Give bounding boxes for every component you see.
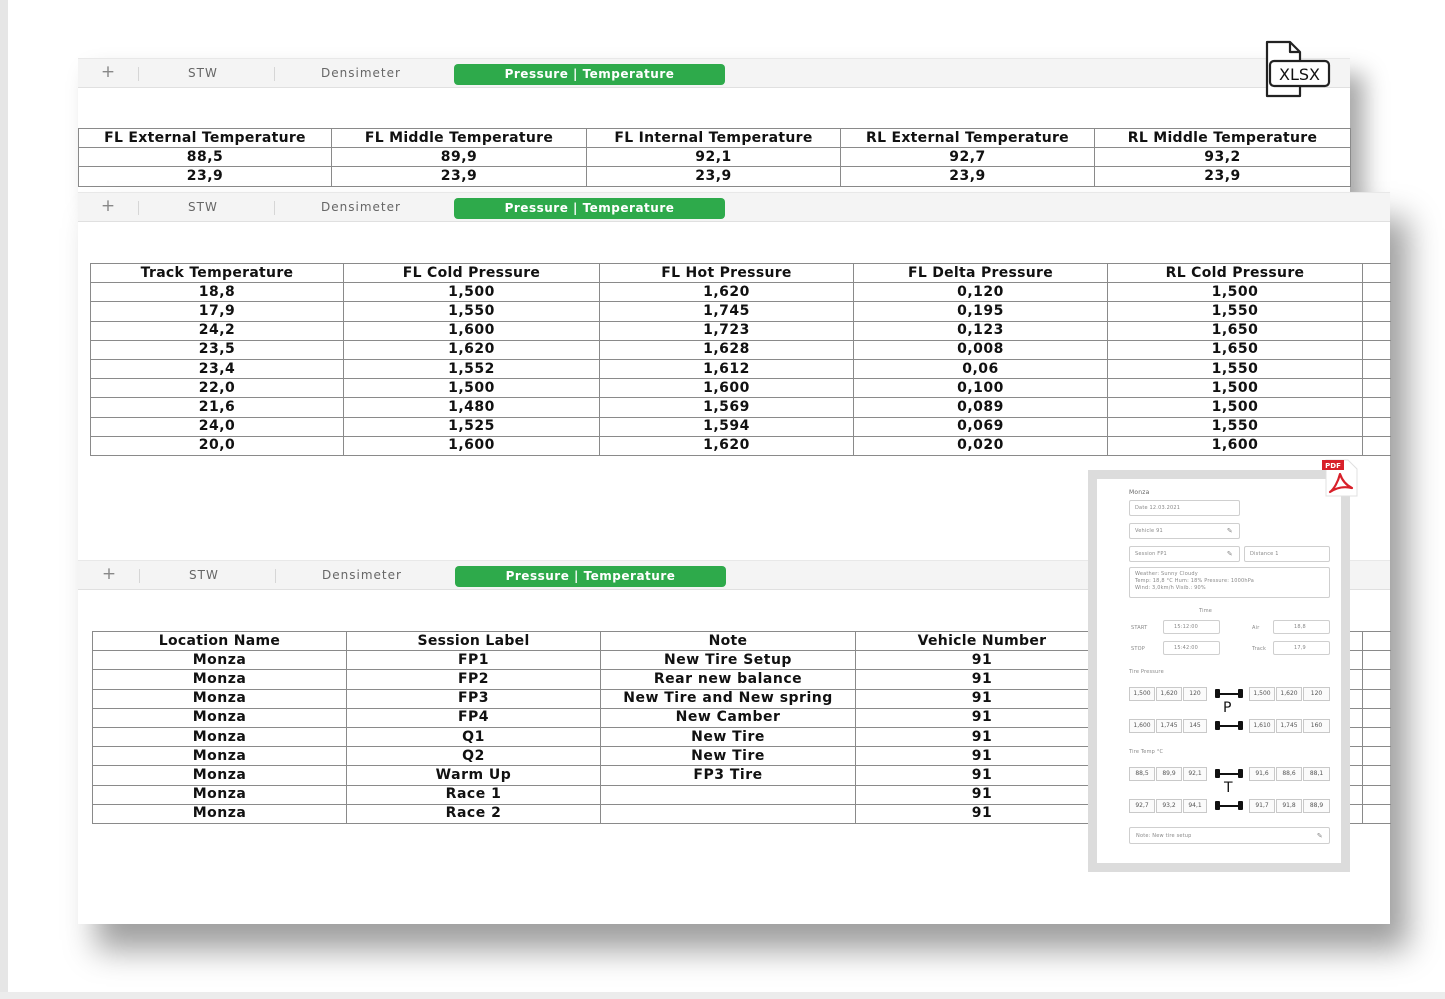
pdf-session: Session FP1 [1135,551,1167,557]
empty-cell[interactable] [1363,436,1391,455]
pdf-pressure-cell: 1,600 [1129,719,1155,733]
table-cell[interactable]: 1,550 [1108,359,1363,378]
wheel-icon [1238,769,1243,778]
empty-cell[interactable] [1363,689,1391,708]
table-cell[interactable]: Q2 [347,747,601,766]
table-cell[interactable]: Monza [93,747,347,766]
table-cell[interactable]: 1,552 [344,359,600,378]
table-cell[interactable]: 23,9 [332,167,587,186]
tab-pressure-temperature[interactable]: Pressure | Temperature [454,64,725,85]
tab-pressure-temperature[interactable]: Pressure | Temperature [455,566,726,587]
pdf-start-value: 15:12:00 [1174,624,1199,630]
wheel-icon [1238,721,1243,730]
pdf-conditions-line: Wind: 3,0km/h Visib.: 90% [1135,585,1206,591]
tab-divider [274,67,275,81]
table-cell[interactable]: Monza [93,766,347,785]
table-cell[interactable]: 22,0 [91,379,344,398]
table-row [91,340,1391,359]
table-cell[interactable] [601,785,856,804]
table-cell[interactable]: 1,550 [1108,417,1363,436]
table-cell[interactable]: 1,600 [344,321,600,340]
table-cell[interactable]: 1,650 [1108,340,1363,359]
table-row [91,379,1391,398]
add-sheet-button[interactable]: + [100,196,116,216]
pdf-comment-field [1129,827,1330,844]
table-cell[interactable]: 88,5 [79,148,332,167]
column-header[interactable]: FL Hot Pressure [600,264,854,283]
add-sheet-button[interactable]: + [101,564,117,584]
pdf-pressure-cell: 1,500 [1129,687,1155,701]
empty-cell[interactable] [1363,785,1391,804]
table-cell[interactable] [601,804,856,823]
empty-cell[interactable] [1363,417,1391,436]
column-header[interactable]: FL Cold Pressure [344,264,600,283]
column-header[interactable]: RL External Temperature [841,129,1095,148]
table-cell[interactable]: 1,480 [344,398,600,417]
table-cell[interactable]: Rear new balance [601,670,856,689]
empty-cell[interactable] [1363,708,1391,727]
table-cell[interactable]: 0,120 [854,283,1108,302]
tab-divider [138,67,139,81]
column-header[interactable]: Track Temperature [91,264,344,283]
left-edge-bar [0,0,8,999]
spreadsheet-window-back [78,58,1350,196]
table-cell[interactable]: 91 [856,689,1109,708]
pdf-temp-cell: 91,6 [1249,767,1275,781]
pdf-page [1097,479,1341,863]
pdf-stop-value: 15:42:00 [1174,645,1199,651]
pdf-temp-cell: 92,7 [1129,799,1155,813]
tab-stw[interactable]: STW [189,568,219,582]
column-header[interactable]: FL Delta Pressure [854,264,1108,283]
tab-divider [138,201,139,215]
table-cell[interactable]: Q1 [347,727,601,746]
sheet-tab-bar [78,192,1390,222]
pdf-pressure-cell: 1,610 [1249,719,1275,733]
empty-cell[interactable] [1363,804,1391,823]
table-cell[interactable]: Warm Up [347,766,601,785]
empty-cell[interactable] [1363,283,1391,302]
column-header[interactable]: RL Cold Pressure [1108,264,1363,283]
empty-cell[interactable] [1363,340,1391,359]
table-cell[interactable]: 91 [856,747,1109,766]
pdf-comment: Note: New tire setup [1136,833,1192,839]
pdf-air-label: Air [1252,625,1260,631]
pdf-conditions-line: Weather: Sunny Cloudy [1135,571,1198,577]
pdf-stop-label: STOP [1131,646,1145,652]
table-cell[interactable]: 20,0 [91,436,344,455]
wheel-icon [1215,801,1220,810]
temperature-table [78,128,1351,187]
pdf-track-field [1273,641,1330,655]
empty-cell[interactable] [1363,359,1391,378]
table-cell[interactable]: 18,8 [91,283,344,302]
table-cell[interactable]: 1,500 [1108,283,1363,302]
table-row [91,359,1391,378]
pdf-date-field [1129,500,1240,516]
pdf-temp-cell: 88,5 [1129,767,1155,781]
table-cell[interactable]: 1,525 [344,417,600,436]
table-cell[interactable]: New Camber [601,708,856,727]
empty-cell[interactable] [1363,302,1391,321]
pdf-temp-cell: 88,1 [1303,767,1330,781]
table-cell[interactable]: 1,600 [1108,436,1363,455]
empty-column-header[interactable] [1363,264,1391,283]
table-cell[interactable]: Race 1 [347,785,601,804]
pdf-track-value: 17,9 [1294,645,1306,651]
table-cell[interactable]: 1,550 [1108,302,1363,321]
table-cell[interactable]: 89,9 [332,148,587,167]
table-cell[interactable]: 17,9 [91,302,344,321]
table-cell[interactable]: 1,500 [344,379,600,398]
table-cell[interactable]: 91 [856,651,1109,670]
table-cell[interactable]: FP3 Tire [601,766,856,785]
empty-cell[interactable] [1363,651,1391,670]
table-cell[interactable]: 91 [856,804,1109,823]
table-cell[interactable]: New Tire and New spring [601,689,856,708]
tab-stw[interactable]: STW [188,200,218,214]
pdf-date: Date 12.03.2021 [1135,505,1181,511]
table-cell[interactable]: 93,2 [1095,148,1351,167]
wheel-icon [1238,689,1243,698]
pdf-temp-cell: 88,9 [1303,799,1330,813]
table-cell[interactable]: 1,612 [600,359,854,378]
pressure-table [90,263,1391,456]
pdf-pressure-cell: 120 [1183,687,1207,701]
column-header[interactable]: Session Label [347,632,601,651]
pdf-temp-cell: 89,9 [1156,767,1182,781]
wheel-icon [1238,801,1243,810]
pdf-session-field [1129,546,1240,562]
pdf-vehicle: Vehicle 91 [1135,528,1163,534]
edit-icon: ✎ [1226,527,1233,535]
column-header[interactable]: RL Middle Temperature [1095,129,1351,148]
empty-column-header[interactable] [1363,632,1391,651]
tab-pressure-temperature[interactable]: Pressure | Temperature [454,198,725,219]
empty-cell[interactable] [1363,727,1391,746]
pdf-pressure-cell: 1,620 [1156,687,1182,701]
pdf-temp-cell: 88,6 [1276,767,1302,781]
table-cell[interactable]: 0,195 [854,302,1108,321]
tab-divider [139,569,140,583]
column-header[interactable]: FL External Temperature [79,129,332,148]
pdf-pressure-cell: 160 [1303,719,1330,733]
wheel-icon [1215,721,1220,730]
pdf-temp-cell: 93,2 [1156,799,1182,813]
pdf-temp-cell: 91,7 [1249,799,1275,813]
table-cell[interactable]: 23,9 [79,167,332,186]
empty-cell[interactable] [1363,398,1391,417]
table-cell[interactable]: New Tire [601,747,856,766]
pdf-stop-field [1163,641,1220,655]
table-cell[interactable]: Monza [93,785,347,804]
pdf-temp-title: Tire Temp °C [1129,749,1164,755]
wheel-icon [1215,689,1220,698]
pdf-temp-cell: 91,8 [1276,799,1302,813]
tab-divider [274,201,275,215]
table-cell[interactable]: Monza [93,804,347,823]
pdf-air-value: 18,8 [1294,624,1306,630]
table-cell[interactable]: 24,0 [91,417,344,436]
table-cell[interactable]: FP2 [347,670,601,689]
table-cell[interactable]: 0,06 [854,359,1108,378]
table-row [91,436,1391,455]
table-row [79,148,1351,167]
tab-densimeter[interactable]: Densimeter [322,568,402,582]
pressure-letter: P [1223,700,1232,716]
table-cell[interactable]: FP1 [347,651,601,670]
pdf-vehicle-field [1129,523,1240,539]
column-header[interactable]: FL Middle Temperature [332,129,587,148]
table-cell[interactable]: Race 2 [347,804,601,823]
table-cell[interactable]: 23,4 [91,359,344,378]
table-cell[interactable]: 1,628 [600,340,854,359]
table-cell[interactable]: 0,123 [854,321,1108,340]
table-cell[interactable]: 91 [856,727,1109,746]
pdf-distance-field [1244,546,1330,562]
table-cell[interactable]: 1,594 [600,417,854,436]
table-header-row [79,129,1351,148]
table-row [91,321,1391,340]
table-cell[interactable]: 0,089 [854,398,1108,417]
table-cell[interactable]: 23,5 [91,340,344,359]
column-header[interactable]: FL Internal Temperature [587,129,841,148]
table-cell[interactable]: 1,600 [344,436,600,455]
empty-cell[interactable] [1363,379,1391,398]
xlsx-file-icon[interactable] [1264,40,1332,98]
tab-stw[interactable]: STW [188,66,218,80]
table-cell[interactable]: 92,7 [841,148,1095,167]
table-cell[interactable]: 23,9 [841,167,1095,186]
table-cell[interactable]: Monza [93,670,347,689]
column-header[interactable]: Vehicle Number [856,632,1109,651]
sheet-tab-bar [78,58,1350,88]
table-cell[interactable]: New Tire Setup [601,651,856,670]
pdf-pressure-cell: 1,500 [1249,687,1275,701]
table-cell[interactable]: 1,600 [600,379,854,398]
pdf-time-title: Time [1199,608,1213,614]
pdf-conditions-field [1129,567,1330,598]
table-cell[interactable]: 1,620 [344,340,600,359]
table-cell[interactable]: 1,500 [1108,379,1363,398]
empty-cell[interactable] [1363,670,1391,689]
empty-cell[interactable] [1363,321,1391,340]
table-cell[interactable]: 91 [856,766,1109,785]
table-cell[interactable]: FP3 [347,689,601,708]
pdf-start-label: START [1131,625,1148,631]
table-cell[interactable]: FP4 [347,708,601,727]
table-header-row [91,264,1391,283]
pdf-conditions-line: Temp: 18,8 °C Hum: 18% Pressure: 1000hPa [1135,578,1255,584]
edit-icon: ✎ [1226,550,1233,558]
table-cell[interactable]: Monza [93,727,347,746]
table-cell[interactable]: 24,2 [91,321,344,340]
table-cell[interactable]: 92,1 [587,148,841,167]
table-row [91,417,1391,436]
table-cell[interactable]: 91 [856,670,1109,689]
xlsx-label: XLSX [1279,65,1320,84]
table-cell[interactable]: 0,069 [854,417,1108,436]
table-cell[interactable]: New Tire [601,727,856,746]
table-cell[interactable]: 0,020 [854,436,1108,455]
table-row [79,167,1351,186]
pdf-label: PDF [1325,462,1341,470]
tab-divider [275,569,276,583]
pdf-pressure-cell: 1,745 [1276,719,1302,733]
column-header[interactable]: Location Name [93,632,347,651]
pdf-track-label: Track [1252,646,1267,652]
table-cell[interactable]: 1,620 [600,436,854,455]
table-cell[interactable]: 1,500 [344,283,600,302]
table-cell[interactable]: 23,9 [1095,167,1351,186]
edit-icon: ✎ [1316,832,1323,840]
pdf-file-icon[interactable] [1322,458,1360,498]
pdf-pressure-cell: 120 [1303,687,1330,701]
pdf-start-field [1163,620,1220,634]
table-cell[interactable]: 0,008 [854,340,1108,359]
table-cell[interactable]: 1,550 [344,302,600,321]
table-cell[interactable]: 1,745 [600,302,854,321]
table-cell[interactable]: 21,6 [91,398,344,417]
wheel-icon [1215,769,1220,778]
empty-cell[interactable] [1363,766,1391,785]
table-cell[interactable]: 91 [856,708,1109,727]
pdf-title: Monza [1129,489,1150,496]
table-row [91,302,1391,321]
pdf-pressure-cell: 1,620 [1276,687,1302,701]
table-row [91,283,1391,302]
table-cell[interactable]: 1,500 [1108,398,1363,417]
table-cell[interactable]: 23,9 [587,167,841,186]
tab-densimeter[interactable]: Densimeter [321,200,401,214]
table-cell[interactable]: 1,620 [600,283,854,302]
table-cell[interactable]: 1,569 [600,398,854,417]
table-row [91,398,1391,417]
pdf-temp-cell: 92,1 [1183,767,1207,781]
table-cell[interactable]: 0,100 [854,379,1108,398]
temperature-letter: T [1224,780,1233,796]
table-cell[interactable]: Monza [93,651,347,670]
table-cell[interactable]: 1,650 [1108,321,1363,340]
table-cell[interactable]: 91 [856,785,1109,804]
pdf-pressure-title: Tire Pressure [1129,669,1164,675]
add-sheet-button[interactable]: + [100,62,116,82]
pdf-pressure-cell: 145 [1183,719,1207,733]
table-cell[interactable]: Monza [93,708,347,727]
tab-densimeter[interactable]: Densimeter [321,66,401,80]
pdf-report-preview[interactable] [1088,470,1350,872]
bottom-edge-bar [0,992,1445,999]
pdf-temp-cell: 94,1 [1183,799,1207,813]
empty-cell[interactable] [1363,747,1391,766]
pdf-distance: Distance 1 [1250,551,1279,557]
table-cell[interactable]: Monza [93,689,347,708]
table-cell[interactable]: 1,723 [600,321,854,340]
column-header[interactable]: Note [601,632,856,651]
pdf-air-field [1273,620,1330,634]
pdf-pressure-cell: 1,745 [1156,719,1182,733]
